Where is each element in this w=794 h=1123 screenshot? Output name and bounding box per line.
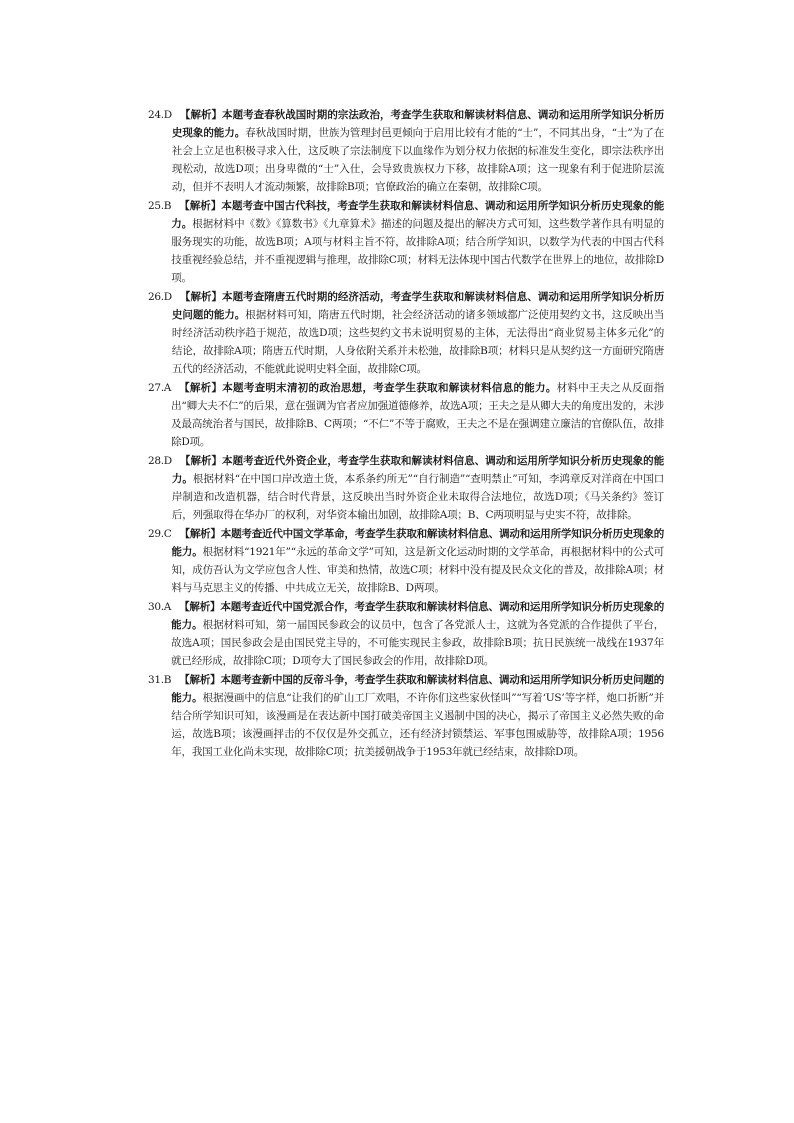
answer-item-30 xyxy=(148,598,664,670)
answer-body xyxy=(171,197,664,287)
answer-item-27 xyxy=(148,379,664,451)
analysis-text: 春秋战国时期，世族为管理封邑更倾向于启用比较有才能的“士”，不同其出身，“士”为了在社会上立足也积极寻求入仕，这反映了宗法制度下以血缘作为划分权力依据的标准发生变化，即宗法秩序出现松动，故选D项；出身卑微的“士”入仕，会导致贵族权力下移，故排除A项；这一现象有利于促进阶层流动，但并不表明人才流动频繁，故排除B项；官僚政治的确立在秦朝，故排除C项。 xyxy=(171,127,664,193)
answer-number: 24.D xyxy=(148,109,172,121)
answer-number: 25.B xyxy=(148,200,172,212)
analysis-lead: 本题考查明末清初的政治思想，考查学生获取和解读材料信息的能力。 xyxy=(222,382,557,394)
analysis-lead: 本题考查近代中国党派合作，考查学生获取和解读材料信息、调动和运用所学知识分析历史现象的能力。 xyxy=(171,601,665,631)
analysis-tag: 【解析】 xyxy=(179,455,223,467)
answer-explanations xyxy=(148,106,664,762)
analysis-text: 根据材料可知，第一届国民参政会的议员中，包含了各党派人士，这就为各党派的合作提供了平台，故选A项；国民参政会是由国民党主导的，不可能实现民主参政，故排除B项；抗日民族统一战线在1937年就已经形成，故排除C项；D项夸大了国民参政会的作用，故排除D项。 xyxy=(171,619,664,667)
analysis-text: 根据材料“在中国口岸改造土货，本系条约所无”“自行制造”“查明禁止”可知，李鸿章反对洋商在中国口岸制造和改造机器，结合时代背景，这反映出当时外资企业未取得合法地位，故选D项；《马关条约》签订后，列强取得在华办厂的权利，对华资本输出加剧，故排除A项；B、C两项明显与史实不符，故排除。 xyxy=(171,473,664,521)
answer-number: 31.B xyxy=(148,674,172,686)
analysis-lead: 本题考查春秋战国时期的宗法政治，考查学生获取和解读材料信息、调动和运用所学知识分析历史现象的能力。 xyxy=(171,109,664,139)
analysis-lead: 本题考查中国古代科技，考查学生获取和解读材料信息、调动和运用所学知识分析历史现象的能力。 xyxy=(171,200,664,230)
answer-number: 29.C xyxy=(148,528,172,540)
answer-item-29 xyxy=(148,525,664,597)
analysis-lead: 本题考查新中国的反帝斗争，考查学生获取和解读材料信息、调动和运用所学知识分析历史问题的能力。 xyxy=(171,674,664,704)
answer-number: 27.A xyxy=(148,382,172,394)
answer-number: 30.A xyxy=(148,601,172,613)
answer-item-31 xyxy=(148,671,664,761)
analysis-tag: 【解析】 xyxy=(179,291,223,303)
analysis-text: 根据材料“1921年”“永远的革命文学”可知，这是新文化运动时期的文学革命，再根据材料中的公式可知，成仿吾认为文学应包含人性、审美和热情，故选C项；材料中没有提及民众文化的普及，故排除A项；材料与马克思主义的传播、中共成立无关，故排除B、D两项。 xyxy=(171,546,665,594)
answer-body xyxy=(171,379,664,451)
answer-body xyxy=(172,288,664,378)
answer-body xyxy=(171,671,664,761)
analysis-tag: 【解析】 xyxy=(179,528,221,540)
answer-body xyxy=(172,525,664,597)
answer-body xyxy=(171,598,664,670)
answer-body xyxy=(172,106,664,196)
answer-item-28 xyxy=(148,452,664,524)
analysis-text: 根据漫画中的信息“让我们的矿山工厂欢唱，不许你们这些家伙怪叫”“写着‘US’等字样，炮口折断”并结合所学知识可知，该漫画是在表达新中国打破美帝国主义遏制中国的决心，揭示了帝国主义必然失败的命运，故选B项；该漫画抨击的不仅仅是外交孤立，还有经济封锁禁运、军事包围威胁等，故排除A项；1956年，我国工业化尚未实现，故排除C项；抗美援朝战争于1953年就已经结束，故排除D项。 xyxy=(171,692,664,758)
answer-number: 26.D xyxy=(148,291,172,303)
analysis-tag: 【解析】 xyxy=(179,382,223,394)
analysis-text: 根据材料可知，隋唐五代时期，社会经济活动的诸多领域都广泛使用契约文书，这反映出当时经济活动秩序趋于规范，故选D项；这些契约文书未说明贸易的主体，无法得出“商业贸易主体多元化”的结论，故排除A项；隋唐五代时期，人身依附关系并未松弛，故排除B项；材料只是从契约这一方面研究隋唐五代的经济活动，不能就此说明史料全面，故排除C项。 xyxy=(171,309,664,375)
answer-body xyxy=(172,452,664,524)
answer-item-25 xyxy=(148,197,664,287)
analysis-lead: 本题考查近代中国文学革命，考查学生获取和解读材料信息、调动和运用所学知识分析历史现象的能力。 xyxy=(171,528,664,558)
analysis-tag: 【解析】 xyxy=(179,109,223,121)
analysis-tag: 【解析】 xyxy=(179,200,222,212)
answer-number: 28.D xyxy=(148,455,172,467)
analysis-text: 根据材料中《数》《算数书》《九章算术》描述的问题及提出的解决方式可知，这些数学著作具有明显的服务现实的功能，故选B项；A项与材料主旨不符，故排除A项；结合所学知识，以数学为代表的中国古代科技重视经验总结，并不重视逻辑与推理，故排除C项；材料无法体现中国古代数学在世界上的地位，故排除D项。 xyxy=(171,218,664,284)
analysis-lead: 本题考查隋唐五代时期的经济活动，考查学生获取和解读材料信息、调动和运用所学知识分析历史问题的能力。 xyxy=(171,291,664,321)
analysis-tag: 【解析】 xyxy=(179,674,221,686)
analysis-lead: 本题考查近代外资企业，考查学生获取和解读材料信息、调动和运用所学知识分析历史现象的能力。 xyxy=(171,455,664,485)
analysis-text: 材料中王夫之从反面指出“卿大夫不仁”的后果，意在强调为官者应加强道德修养，故选A项；王夫之是从卿大夫的角度出发的，未涉及最高统治者与国民，故排除B、C两项；“不仁”不等于腐败，王夫之不是在强调建立廉洁的官僚队伍，故排除D项。 xyxy=(171,382,665,448)
answer-item-24 xyxy=(148,106,664,196)
analysis-tag: 【解析】 xyxy=(179,601,221,613)
answer-item-26 xyxy=(148,288,664,378)
